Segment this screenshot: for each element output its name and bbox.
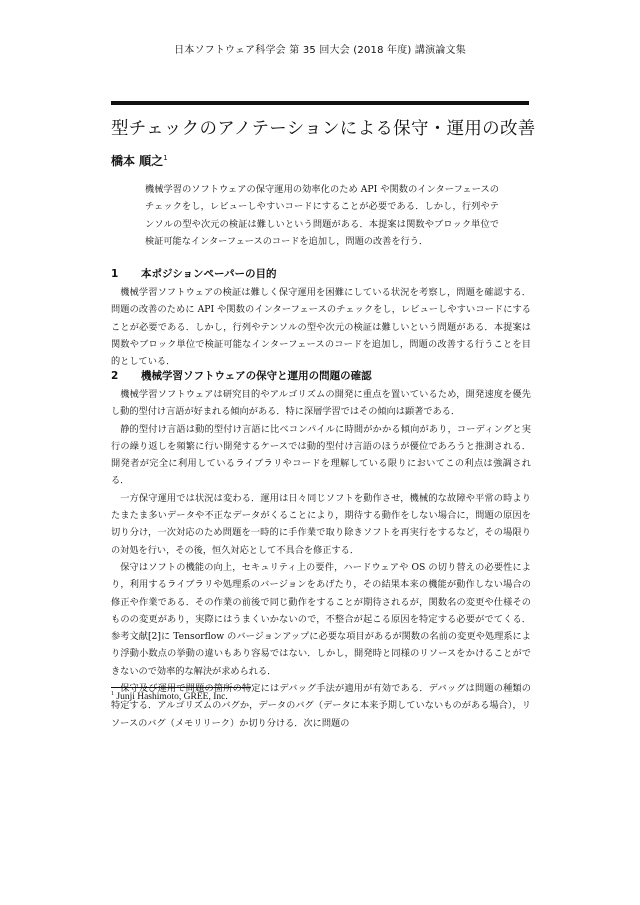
footnote-rule bbox=[111, 687, 251, 688]
section-1-paragraph: 機械学習ソフトウェアの検証は難しく保守運用を困難にしている状況を考察し，問題を確認する．問題の改善のために API や関数のインターフェースのチェックをし，レビューしやすいコードにすることが必要である．しかし，行列やテンソルの型や次元の検証は難しいという問題がある．本提案は関数やブロック単位で検証可能なインターフェースのコードを追加し，問題の改善する行うことを目的としている． bbox=[111, 287, 531, 368]
section-2 bbox=[111, 368, 531, 732]
section-1-title: 本ポジションペーパーの目的 bbox=[141, 268, 277, 280]
footnote-text: Junji Hashimoto, GREE, Inc. bbox=[116, 692, 228, 703]
footnote-mark: 1 bbox=[111, 691, 114, 697]
section-2-heading bbox=[111, 368, 531, 383]
running-header: 日本ソフトウェア科学会 第 35 回大会 (2018 年度) 講演論文集 bbox=[174, 45, 466, 56]
section-2-paragraph-1: 機械学習ソフトウェアは研究目的やアルゴリズムの開発に重点を置いているため，開発速度を優先し動的型付け言語が好まれる傾向がある．特に深層学習ではその傾向は顕著である． bbox=[111, 389, 531, 418]
section-2-paragraph-5: 保守及び運用で問題の箇所の特定にはデバッグ手法が適用が有効である．デバッグは問題の種類の特定する．アルゴリズムのバグか，データのバグ（データに本来予期していないものがある場合），リソースのバグ（メモリリーク）か切り分ける．次に問題の bbox=[111, 683, 531, 729]
section-2-title: 機械学習ソフトウェアの保守と運用の問題の確認 bbox=[141, 370, 372, 382]
section-2-paragraph-4: 保守はソフトの機能の向上，セキュリティ上の要件，ハードウェアや OS の切り替えの必要性により，利用するライブラリや処理系のバージョンをあげたり，その結果本来の機能が動作しない場合の修正や作業である．その作業の前後で同じ動作をすることが期待されるが，関数名の変更や仕様そのものの変更があり，実際にはうまくいかないので，不整合が起こる原因を特定する必要がでてくる．参考文献[2]に Tensorflow のバージョンアップに必要な項目があるが関数の名前の変更や処理系により浮動小数点の挙動の違いもあり容易ではない．しかし，開発時と同様のリソースをかけることができないので効率的な解決が求められる． bbox=[111, 561, 531, 677]
author-name-text: 橋本 順之 bbox=[111, 154, 164, 168]
title-rule bbox=[111, 101, 529, 105]
section-1 bbox=[111, 266, 531, 370]
paper-title: 型チェックのアノテーションによる保守・運用の改善 bbox=[111, 119, 536, 139]
section-1-number: 1 bbox=[111, 268, 119, 280]
footnote bbox=[111, 691, 228, 702]
author-name bbox=[111, 152, 168, 169]
section-2-paragraph-2: 静的型付け言語は動的型付け言語に比べコンパイルに時間がかかる傾向があり，コーディングと実行の繰り返しを頻繁に行い開発するケースでは動的型付け言語のほうが優位であろうと推測される．開発者が完全に利用しているライブラリやコードを理解している限りにおいてこの利点は強調される． bbox=[111, 423, 531, 487]
author-footnote-mark: 1 bbox=[163, 154, 168, 162]
section-1-heading bbox=[111, 266, 531, 281]
section-2-paragraph-3: 一方保守運用では状況は変わる．運用は日々同じソフトを動作させ，機械的な故障や平常の時よりたまたま多いデータや不正なデータがくることにより，期待する動作をしない場合に，問題の原因を切り分け，一次対応のため問題を一時的に手作業で取り除きソフトを再実行をするなど，その場限りの対処を行い，その後，恒久対応として不具合を修正する． bbox=[111, 492, 531, 556]
section-2-number: 2 bbox=[111, 370, 119, 382]
abstract: 機械学習のソフトウェアの保守運用の効率化のため API や関数のインターフェースのチェックをし，レビューしやすいコードにすることが必要である．しかし，行列やテンソルの型や次元の検証は難しいという問題がある．本提案は関数やブロック単位で検証可能なインターフェースのコードを追加し，問題の改善を行う． bbox=[145, 184, 499, 248]
